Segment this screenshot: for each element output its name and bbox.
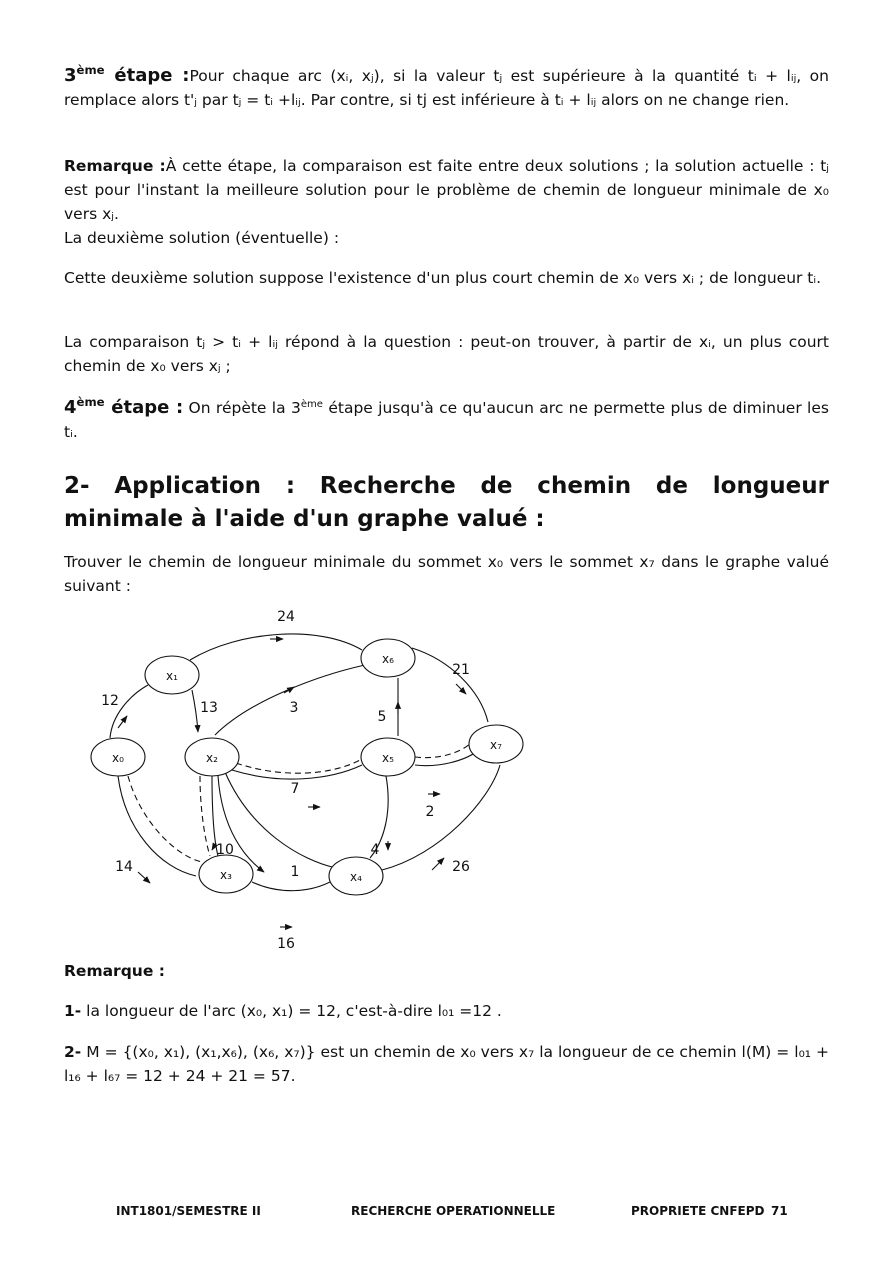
weight-24: 24 <box>277 609 295 625</box>
weight-16: 16 <box>277 936 295 952</box>
weight-12: 12 <box>101 693 119 709</box>
node-label-x6: x₆ <box>382 652 394 666</box>
edge-x1-x2 <box>192 690 198 732</box>
weight-10: 10 <box>216 842 234 858</box>
arrow-21 <box>456 684 466 694</box>
edge-x2-x4 <box>225 772 336 868</box>
footer-course-title: RECHERCHE OPERATIONNELLE <box>351 1204 556 1218</box>
footer-owner: PROPRIETE CNFEPD <box>631 1204 765 1218</box>
section-title: 2- Application : Recherche de chemin de longueur minimale à l'aide d'un graphe valué : <box>64 473 829 532</box>
arrow-14 <box>138 872 150 883</box>
remark1-label: Remarque : <box>64 157 166 175</box>
weight-14: 14 <box>115 859 133 875</box>
weight-26: 26 <box>452 859 470 875</box>
arrow-12 <box>118 716 127 728</box>
weight-4: 4 <box>370 842 380 858</box>
footer-page-number: 71 <box>771 1204 788 1218</box>
node-label-x5: x₅ <box>382 751 394 765</box>
step4-title: 4ème étape : <box>64 394 184 418</box>
weight-3: 3 <box>289 700 299 716</box>
node-label-x0: x₀ <box>112 751 124 765</box>
intro-paragraph: Trouver le chemin de longueur minimale du sommet x₀ vers le sommet x₇ dans le graphe valué suivant : <box>64 553 829 595</box>
weight-2: 2 <box>425 804 435 820</box>
edge-x6-x7 <box>412 648 488 722</box>
weight-13: 13 <box>200 700 218 716</box>
edge-x2-x5 <box>232 765 362 779</box>
arrow-3 <box>284 687 294 693</box>
step3-text: Pour chaque arc (xᵢ, xⱼ), si la valeur tⱼ est supérieure à la quantité tᵢ + lᵢⱼ, on remplace alors t'ⱼ par tⱼ = tᵢ +lᵢⱼ. Par contre, si tj est inférieure à tᵢ + lᵢⱼ alors on ne change rien. <box>64 67 829 109</box>
edge-x3-x4 <box>252 882 330 891</box>
remark2-item1: 1- la longueur de l'arc (x₀, x₁) = 12, c'est-à-dire l₀₁ =12 . <box>64 1002 502 1020</box>
step4-paragraph: 4ème étape : On répète la 3ème étape jusqu'à ce qu'aucun arc ne permette plus de diminuer les tᵢ. <box>64 394 829 441</box>
node-label-x3: x₃ <box>220 868 232 882</box>
node-label-x1: x₁ <box>166 669 178 683</box>
second-solution-paragraph: Cette deuxième solution suppose l'existence d'un plus court chemin de x₀ vers xᵢ ; de longueur tᵢ. <box>64 269 822 287</box>
footer-course-code: INT1801/SEMESTRE II <box>116 1204 261 1218</box>
remark2-item2: 2- M = {(x₀, x₁), (x₁,x₆), (x₆, x₇)} est un chemin de x₀ vers x₇ la longueur de ce chemin l(M) = l₀₁ + l₁₆ + l₆₇ = 12 + 24 + 21 = 57. <box>64 1043 829 1085</box>
weight-1: 1 <box>290 864 300 880</box>
edge-x5-x7-dashed <box>415 742 472 758</box>
edge-x2-x5-dashed <box>236 760 360 773</box>
node-label-x2: x₂ <box>206 751 218 765</box>
remark1-paragraph <box>64 154 829 250</box>
node-label-x7: x₇ <box>490 738 502 752</box>
arrow-26 <box>432 858 444 870</box>
weighted-graph <box>0 600 560 960</box>
node-label-x4: x₄ <box>350 870 362 884</box>
remark2-label: Remarque : <box>64 962 165 980</box>
edge-x1-x6 <box>190 634 362 660</box>
comparison-paragraph: La comparaison tⱼ > tᵢ + lᵢⱼ répond à la question : peut-on trouver, à partir de xᵢ, un plus court chemin de x₀ vers xⱼ ; <box>64 333 829 375</box>
weight-7: 7 <box>290 781 300 797</box>
remark1-text: À cette étape, la comparaison est faite entre deux solutions ; la solution actuelle : tⱼ est pour l'instant la meilleure solution pour le problème de chemin de longueur minimale de x₀ vers xⱼ. <box>64 157 829 223</box>
weight-5: 5 <box>377 709 387 725</box>
step3-paragraph <box>64 64 829 112</box>
edge-x5-x7 <box>415 752 476 766</box>
edge-x0-x3-dashed <box>128 776 202 862</box>
step3-title: 3ème étape : <box>64 62 190 86</box>
weight-21: 21 <box>452 662 470 678</box>
edge-x2-x3-dashed <box>200 776 210 856</box>
edge-x4-x7 <box>382 765 500 870</box>
remark1-line2: La deuxième solution (éventuelle) : <box>64 229 340 247</box>
